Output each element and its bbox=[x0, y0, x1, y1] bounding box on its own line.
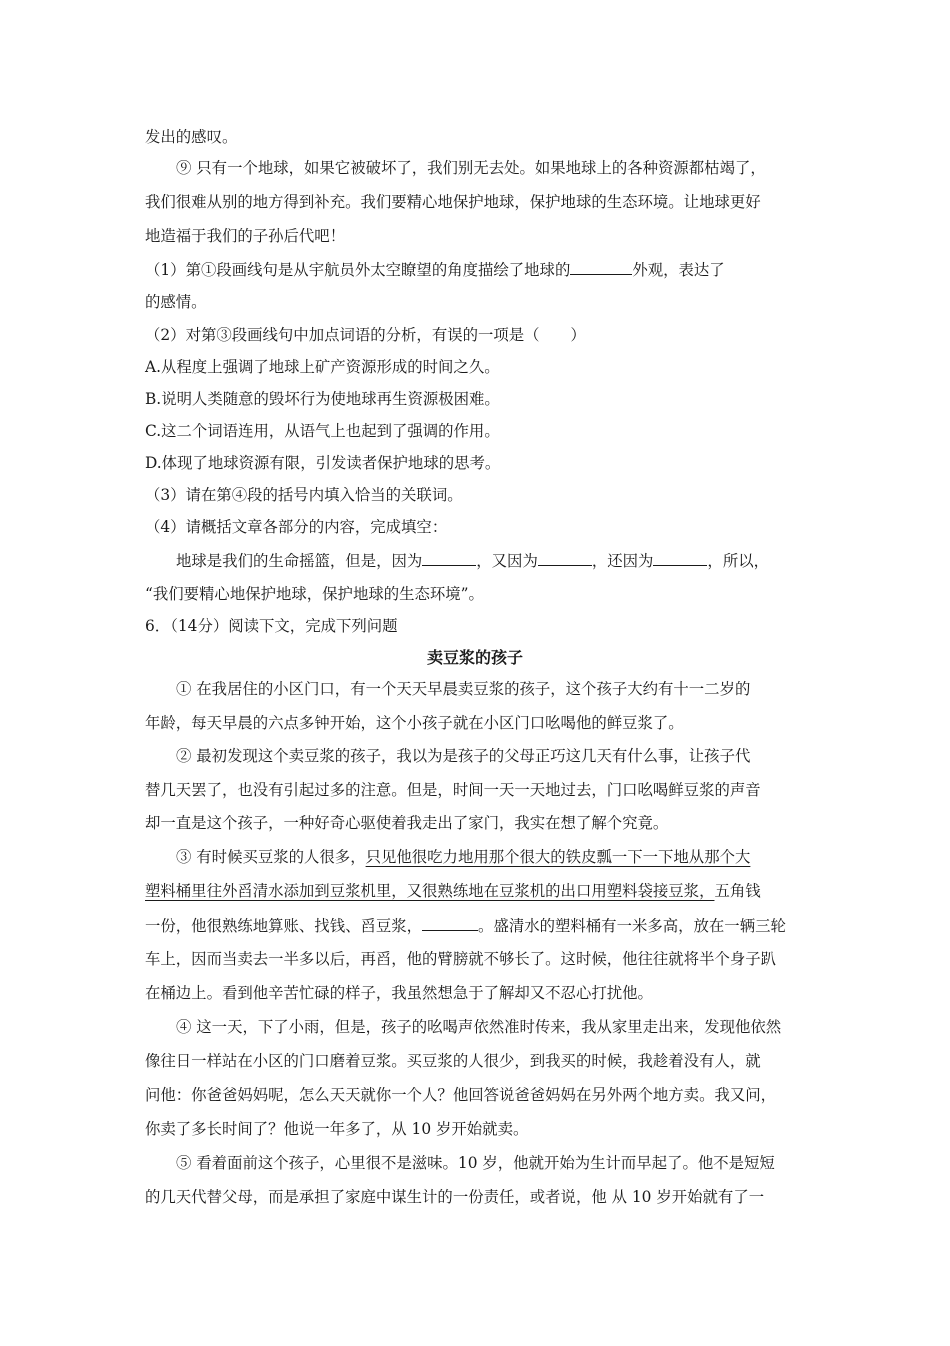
answer-blank[interactable] bbox=[422, 915, 478, 931]
option-d: D.体现了地球资源有限，引发读者保护地球的思考。 bbox=[145, 454, 501, 472]
paragraph-5-line: ⑤ 看着面前这个孩子，心里很不是滋味。10 岁，他就开始为生计而早起了。他不是短短 bbox=[176, 1154, 775, 1172]
paragraph-1-line: 年龄，每天早晨的六点多钟开始，这个小孩子就在小区门口吆喝他的鲜豆浆了。 bbox=[145, 714, 684, 732]
answer-blank[interactable] bbox=[538, 550, 592, 566]
question-3: （3）请在第④段的括号内填入恰当的关联词。 bbox=[145, 486, 463, 504]
fill-text: ，所以， bbox=[707, 552, 769, 570]
paragraph-4-line: 你卖了多长时间了？他说一年多了，从 10 岁开始就卖。 bbox=[145, 1120, 529, 1138]
paragraph-3-line: 车上，因而当卖去一半多以后，再舀，他的臂膀就不够长了。这时候，他往往就将半个身子趴 bbox=[145, 950, 777, 968]
fill-in-sentence bbox=[176, 550, 769, 570]
question-4: （4）请概括文章各部分的内容，完成填空： bbox=[145, 518, 448, 536]
paragraph-9-line: 地造福于我们的子孙后代吧！ bbox=[145, 227, 346, 245]
paragraph-3-line bbox=[176, 847, 750, 867]
answer-blank[interactable] bbox=[653, 550, 707, 566]
paragraph-4-line: 像往日一样站在小区的门口磨着豆浆。买豆浆的人很少，到我买的时候，我趁着没有人，就 bbox=[145, 1052, 761, 1070]
paragraph-3-line: 在桶边上。看到他辛苦忙碌的样子，我虽然想急于了解却又不忍心打扰他。 bbox=[145, 984, 653, 1002]
answer-blank[interactable] bbox=[570, 259, 632, 275]
option-c: C.这二个词语连用，从语气上也起到了强调的作用。 bbox=[145, 422, 500, 440]
paragraph-3-text: 一份，他很熟练地算账、找钱、舀豆浆， bbox=[145, 917, 423, 935]
fill-text: ，又因为 bbox=[476, 552, 538, 570]
underlined-sentence: 塑料桶里往外舀清水添加到豆浆机里，又很熟练地在豆浆机的出口用塑料袋接豆浆， bbox=[145, 882, 715, 900]
answer-blank[interactable] bbox=[422, 550, 476, 566]
question-6-header: 6．（14分）阅读下文，完成下列问题 bbox=[145, 617, 398, 635]
option-b: B.说明人类随意的毁坏行为使地球再生资源极困难。 bbox=[145, 390, 500, 408]
paragraph-3-text: ③ 有时候买豆浆的人很多， bbox=[176, 848, 366, 866]
paragraph-2-line: ② 最初发现这个卖豆浆的孩子，我以为是孩子的父母正巧这几天有什么事，让孩子代 bbox=[176, 747, 751, 765]
paragraph-4-line: ④ 这一天，下了小雨，但是，孩子的吆喝声依然准时传来，我从家里走出来，发现他依然 bbox=[176, 1018, 782, 1036]
paragraph-9-line: 我们很难从别的地方得到补充。我们要精心地保护地球，保护地球的生态环境。让地球更好 bbox=[145, 193, 761, 211]
fill-text: 地球是我们的生命摇篮，但是，因为 bbox=[176, 552, 423, 570]
question-2: （2）对第③段画线句中加点词语的分析，有误的一项是（ ） bbox=[145, 326, 586, 344]
paragraph-9-line: ⑨ 只有一个地球，如果它被破坏了，我们别无去处。如果地球上的各种资源都枯竭了， bbox=[176, 159, 766, 177]
question-1-text: 外观，表达了 bbox=[632, 261, 725, 279]
paragraph-4-line: 问他：你爸爸妈妈呢，怎么天天就你一个人？他回答说爸爸妈妈在另外两个地方卖。我又问， bbox=[145, 1086, 777, 1104]
question-1-continued: 的感情。 bbox=[145, 293, 207, 311]
fill-in-sentence-continued: “我们要精心地保护地球，保护地球的生态环境”。 bbox=[145, 585, 484, 603]
paragraph-2-line: 替几天罢了，也没有引起过多的注意。但是，时间一天一天地过去，门口吆喝鲜豆浆的声音 bbox=[145, 781, 761, 799]
paragraph-2-line: 却一直是这个孩子，一种好奇心驱使着我走出了家门，我实在想了解个究竟。 bbox=[145, 814, 669, 832]
paragraph-1-line: ① 在我居住的小区门口，有一个天天早晨卖豆浆的孩子，这个孩子大约有十一二岁的 bbox=[176, 680, 751, 698]
paragraph-3-text: 五角钱 bbox=[714, 882, 761, 900]
paragraph-3-line bbox=[145, 881, 761, 901]
option-a: A.从程度上强调了地球上矿产资源形成的时间之久。 bbox=[145, 358, 500, 376]
question-1-text: （1）第①段画线句是从宇航员外太空瞭望的角度描绘了地球的 bbox=[145, 261, 571, 279]
paragraph-3-line bbox=[145, 915, 786, 935]
paragraph-3-text: 。盛清水的塑料桶有一米多高，放在一辆三轮 bbox=[478, 917, 786, 935]
underlined-sentence: 只见他很吃力地用那个很大的铁皮瓢一下一下地从那个大 bbox=[365, 848, 751, 866]
passage-title: 卖豆浆的孩子 bbox=[426, 648, 523, 667]
paragraph-5-line: 的几天代替父母，而是承担了家庭中谋生计的一份责任，或者说，他 从 10 岁开始就有了一 bbox=[145, 1188, 765, 1206]
text-line: 发出的感叹。 bbox=[145, 128, 238, 146]
question-1 bbox=[145, 259, 725, 279]
fill-text: ，还因为 bbox=[591, 552, 654, 570]
